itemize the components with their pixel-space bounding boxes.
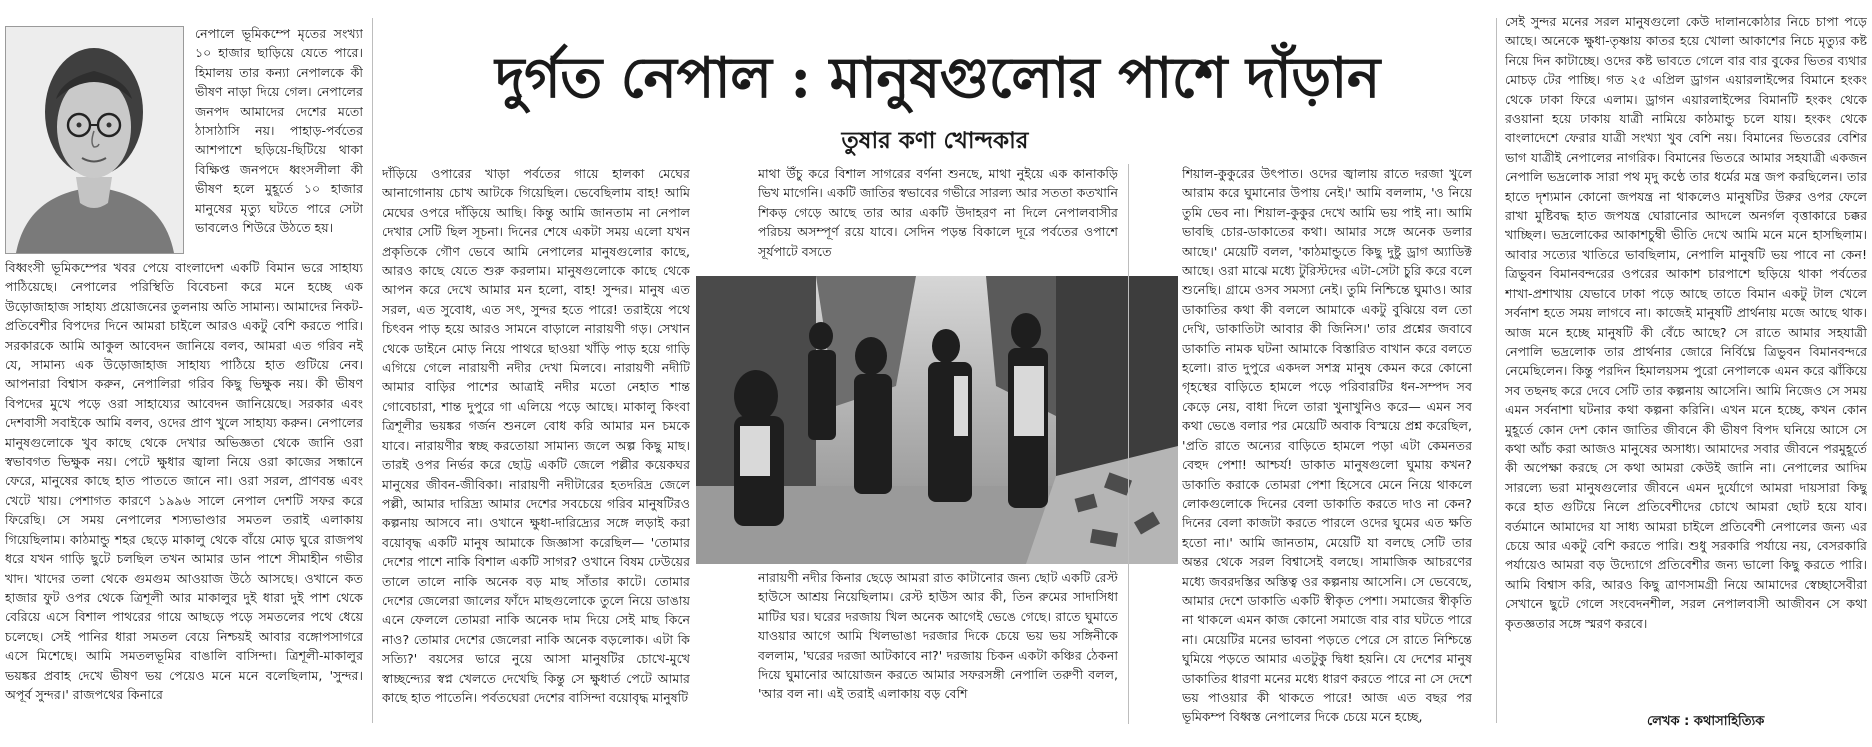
article-paragraph: দাঁড়িয়ে ওপারের খাড়া পর্বতের গায়ে হালকা মেঘের আনাগোনায় চোখ আটকে গিয়েছিল। ভেবেছিলাম বাহ! আমি মেঘের ওপরে দাঁড়িয়ে আছি। কিন্তু আমি জানতাম না নেপাল দেখার সেটি ছিল সূচনা। দিনের শেষে একটা সময় এলো যখন প্রকৃতিকে গৌণ ভেবে আমি নেপালের মানুষগুলোর কাছে, আরও কাছে যেতে শুরু করলাম। মানুষগুলোকে কাছে থেকে আপন করে দেখে আমার মন হলো, বাহ! সুন্দর। মানুষ এত সরল, এত সুবোধ, এত সৎ, সুন্দর হতে পারে! তরাইয়ে পথে চিৎবন পাড় হয়ে আরও সামনে বাড়ালে নারায়ণী গড়। সেখান থেকে ডাইনে মোড় নিয়ে পাথরে ছাওয়া খাঁড়ি পাড় হয়ে গাড়ি এগিয়ে গেলে নারায়ণী নদীর দেখা মিলবে। নারায়ণী নদীটি আমার বাড়ির পাশের আত্রাই নদীর মতো নেহাত শান্ত গোবেচারা, শান্ত দুপুরে গা এলিয়ে পড়ে আছে। মাকালু কিংবা ত্রিশূলীর ভয়ঙ্কর গর্জন শুনলে বোধ করি আমার মন চমকে যাবে। নারায়ণীর স্বচ্ছ করতোয়া সামান্য জলে অল্প কিছু মাছ। তারই ওপর নির্ভর করে ছোট্ট একটি জেলে পল্লীর কয়েকঘর মানুষের জীবন-জীবিকা। নারায়ণী নদীটারের হতদরিদ্র জেলে পল্লী, আমার দারিদ্র্য আমার দেশের সবচেয়ে গরিব মানুষটিরও কল্পনায় আসবে না। ওখানে ক্ষুধা-দারিদ্র্যের সঙ্গে লড়াই করা বয়োবৃদ্ধ একটি মানুষ আমাকে জিজ্ঞাসা করেছিল— 'তোমার দেশের পাশে নাকি বিশাল একটি সাগর? ওখানে বিষম ঢেউয়ের তালে তালে নাকি অনেক বড় মাছ সাঁতার কাটে। তোমার দেশের জেলেরা জালের ফাঁদে মাছগুলোকে তুলে নিয়ে ডাঙায় এনে ফেললে তোমরা নাকি অনেক দাম দিয়ে সেই মাছ কিনে নাও? তোমার দেশের জেলেরা নাকি অনেক বড়লোক। এটা কি সত্যি?' বয়সের ভারে নুয়ে আসা মানুষটির চোখে-মুখে স্বাচ্ছন্দ্যের স্বপ্ন খেলতে দেখেছি কিন্তু সে ক্ষুধার্ত পেটে আমার কাছে হাত পাতেনি। পর্বতঘেরা দেশের বাসিন্দা বয়োবৃদ্ধ মানুষটি — [382, 166, 690, 705]
article-paragraph: শিয়াল-কুকুরের উৎপাত। ওদের জ্বালায় রাতে দরজা খুলে আরাম করে ঘুমানোর উপায় নেই।' আমি বললাম, 'ও নিয়ে তুমি ভেব না। শিয়াল-কুকুর দেখে আমি ভয় পাই না। আমি ভাবছি চোর-ডাকাতের কথা। আমার সঙ্গে অনেক ডলার আছে।' মেয়েটি বলল, 'কাঠমান্ডুতে কিছু দুষ্টু ড্রাগ অ্যাডিক্ট আছে। ওরা মাঝে মধ্যে টুরিস্টদের এটা-সেটা চুরি করে বলে শুনেছি। গ্রামে ওসব সমস্যা নেই। তুমি নিশ্চিন্তে ঘুমাও। আর ডাকাতির কথা কী বললে আমাকে একটু বুঝিয়ে বল তো দেখি, ডাকাতিটা আবার কী জিনিস।' তার প্রশ্নের জবাবে ডাকাতি নামক ঘটনা আমাকে বিস্তারিত বাখান করে বলতে হলো। রাত দুপুরে একদল সশস্ত্র মানুষ কেমন করে কোনো গৃহস্থের বাড়িতে হামলে পড়ে পরিবারটির ধন-সম্পদ সব কেড়ে নেয়, বাধা দিলে তারা খুনাখুনিও করে— এমন সব কথা ভেঙে বলার পর মেয়েটি অবাক বিস্ময়ে প্রশ্ন করেছিল, 'প্রতি রাতে অন্যের বাড়িতে হামলে পড়া এটা কেমনতর বেহুদ পেশা! আশ্চর্য! ডাকাত মানুষগুলো ঘুমায় কখন? ডাকাতি করাকে তোমরা পেশা হিসেবে মেনে নিয়ে থাকলে লোকগুলোকে দিনের বেলা ডাকাতি করতে দাও না কেন? দিনের বেলা কাজটা করতে পারলে ওদের ঘুমের এত ক্ষতি হতো না।' আমি জানতাম, মেয়েটি যা বলছে সেটি তার অন্তর থেকে সরল বিশ্বাসেই বলছে। সামাজিক আচরণের মধ্যে জবরদস্তির অস্তিত্ব ওর কল্পনায় আসেনি। সে ভেবেছে, আমার দেশে ডাকাতি একটি স্বীকৃত পেশা। সমাজের স্বীকৃতি না থাকলে এমন কাজ কোনো সমাজে বার বার ঘটতে পারে না। মেয়েটির মনের ভাবনা পড়তে পেরে সে রাতে নিশ্চিন্তে ঘুমিয়ে পড়তে আমার এতটুকু দ্বিধা হয়নি। যে দেশের মানুষ ডাকাতির ধারণা মনের মধ্যে ধারণ করতে পারে না সে দেশে ভয় পাওয়ার কী থাকতে পারে! আজ এত বছর পর ভূমিকম্প বিধ্বস্ত নেপালের দিকে চেয়ে মনে হচ্ছে, — [1182, 166, 1472, 724]
author-portrait — [5, 26, 184, 254]
news-photo-image — [696, 276, 1178, 564]
article-column-1 — [5, 258, 363, 724]
article-column-4 — [1182, 164, 1472, 724]
news-photo — [696, 276, 1178, 564]
article-column-3-top — [758, 164, 1118, 268]
column-rule — [1128, 164, 1129, 724]
article-paragraph: সেই সুন্দর মনের সরল মানুষগুলো কেউ দালানকোঠার নিচে চাপা পড়ে আছে। অনেকে ক্ষুধা-তৃষ্ণায় কাতর হয়ে খোলা আকাশের নিচে মৃত্যুর কষ্ট নিয়ে দিন কাটাচ্ছে। ওদের কষ্ট ভাবতে গেলে বার বার বুকের ভিতর ব্যথার মোচড় টের পাচ্ছি। গত ২৫ এপ্রিল ড্রাগন এয়ারলাইন্সের বিমানে হংকং থেকে ঢাকা ফিরে এলাম। ড্রাগন এয়ারলাইন্সের বিমানটি হংকং থেকে রওয়ানা হয়ে ঢাকায় যাত্রী নামিয়ে কাঠমান্ডু চলে যায়। হংকং থেকে বাংলাদেশে ফেরার যাত্রী সংখ্যা খুব বেশি নয়। বিমানের ভিতরের বেশির ভাগ যাত্রীই নেপালের নাগরিক। বিমানের ভিতরে আমার সহযাত্রী একজন নেপালি ভদ্রলোক সারা পথ মৃদু কণ্ঠে তার ধর্মের মন্ত্র জপ করছিলেন। তার হাতে দৃশ্যমান কোনো জপযন্ত্র না থাকলেও মানুষটির উরুর ওপর ফেলে রাখা মুষ্টিবদ্ধ হাত জপযন্ত্র ঘোরানোর আদলে অনর্গল বৃত্তাকারে চক্কর খাচ্ছিল। ভদ্রলোকের আকাশচুম্বী ভীতি দেখে আমি মনে মনে হাসছিলাম। আবার সত্যের খাতিরে ভাবছিলাম, নেপালি মানুষটি ভয় পাবে না কেন! ত্রিভুবন বিমানবন্দরের ওপরের আকাশ চারপাশে ছড়িয়ে থাকা পর্বতের শাখা-প্রশাখায় যেভাবে ঢাকা পড়ে আছে তাতে বিমান একটু টাল খেলে সর্বনাশ হতে সময় লাগবে না। কাজেই মানুষটি প্রার্থনায় মজে আছে থাক। আজ মনে হচ্ছে মানুষটি কী বেঁচে আছে? সে রাতে আমার সহযাত্রী নেপালি ভদ্রলোক তার প্রার্থনার জোরে নির্বিঘ্নে ত্রিভুবন বিমানবন্দরে নেমেছিলেন। কিন্তু পরদিন হিমালয়সম পুরো নেপালকে এমন করে ঝাঁকিয়ে সব তছনছ করে দেবে সেটি তার কল্পনায় আসেনি। আমি নিজেও সে সময় এমন সর্বনাশা ঘটনার কথা কল্পনা করিনি। এখন মনে হচ্ছে, কখন কোন মুহূর্তে কোন দেশ কোন জাতির জীবনে কী ভীষণ বিপদ ঘনিয়ে আসে সে কথা আঁচ করা আজও মানুষের অসাধ্য। আমাদের সবার জীবনে পরমুহূর্তে কী অপেক্ষা করছে সে কথা আমরা কেউই জানি না। নেপালের আদিম সারল্যে ভরা মানুষগুলোর জীবনে এমন দুর্যোগে আমরা দায়সারা কিছু করে হাত গুটিয়ে নিলে প্রতিবেশীদের চোখে আমরা ছোট হয়ে যাব। বর্তমানে আমাদের যা সাধ্য আমরা চাইলে প্রতিবেশী নেপালের জন্য এর চেয়ে আর একটু বেশি করতে পারি। শুধু সরকারি পর্যায়ে নয়, বেসরকারি পর্যায়েও আমরা বড় উদ্যোগে প্রতিবেশীর জন্য ভালো কিছু করতে পারি। আমি বিশ্বাস করি, আরও কিছু ত্রাণসামগ্রী নিয়ে আমাদের স্বেচ্ছাসেবীরা সেখানে ছুটে গেলে সংবেদনশীল, সরল নেপালবাসী আজীবন সে কথা কৃতজ্ঞতার সঙ্গে স্মরণ করবে। — [1505, 14, 1867, 631]
article-paragraph: নেপালে ভূমিকম্পে মৃতের সংখ্যা ১০ হাজার ছাড়িয়ে যেতে পারে। হিমালয় তার কন্যা নেপালকে কী ভীষণ নাড়া দিয়ে গেল। নেপালের জনপদ আমাদের দেশের মতো ঠাসাঠাসি নয়। পাহাড়-পর্বতের আশপাশে ছড়িয়ে-ছিটিয়ে থাকা বিক্ষিপ্ত জনপদে ধ্বংসলীলা কী ভীষণ হলে মুহূর্তে ১০ হাজার মানুষের মৃত্যু ঘটতে পারে সেটা ভাবলেও শিউরে উঠতে হয়। — [195, 26, 363, 236]
article-column-2 — [382, 164, 690, 724]
headline: দুর্গত নেপাল : মানুষগুলোর পাশে দাঁড়ান — [495, 45, 1380, 111]
article-paragraph: নারায়ণী নদীর কিনার ছেড়ে আমরা রাত কাটানোর জন্য ছোট একটি রেস্ট হাউসে আশ্রয় নিয়েছিলাম। রেস্ট হাউস আর কী, তিন রুমের সাদাসিধা মাটির ঘর। ঘরের দরজায় খিল অনেক আগেই ভেঙে গেছে। রাতে ঘুমাতে যাওয়ার আগে আমি খিলভাঙা দরজার দিকে চেয়ে ভয় ভয় সঙ্গিনীকে বললাম, 'ঘরের দরজা আটকাবে না?' দরজায় চিকন একটা কঞ্চির ঠেকনা দিয়ে ঘুমানোর আয়োজন করতে আমার সফরসঙ্গী নেপালি তরুণী বলল, 'আর বল না। এই তরাই এলাকায় বড় বেশি — [758, 570, 1118, 702]
byline: তুষার কণা খোন্দকার — [841, 127, 1029, 154]
article-paragraph: মাথা উঁচু করে বিশাল সাগরের বর্ণনা শুনছে, মাথা নুইয়ে এক কানাকড়ি ভিখ মাগেনি। একটি জাতির স্বভাবের গভীরে সারল্য আর সততা কতখানি শিকড় গেড়ে আছে তার আর একটি উদাহরণ না দিলে নেপালবাসীর পরিচয় অসম্পূর্ণ রয়ে যাবে। সেদিন পড়ন্ত বিকালে দূরে পর্বতের ওপাশে সূর্যপাটে বসতে — [758, 166, 1118, 259]
article-column-1-top — [195, 24, 363, 252]
column-rule — [372, 18, 373, 723]
article-column-3-bottom — [758, 568, 1118, 724]
article-paragraph: বিধ্বংসী ভূমিকম্পের খবর পেয়ে বাংলাদেশ একটি বিমান ভরে সাহায্য পাঠিয়েছে। নেপালের পরিস্থিতি বিবেচনা করে মনে হচ্ছে এক উড়োজাহাজ সাহায্য প্রয়োজনের তুলনায় অতি সামান্য। আমাদের নিকট-প্রতিবেশীর বিপদের দিনে আমরা চাইলে আরও একটু বেশি করতে পারি। সরকারকে আমি আকুল আবেদন জানিয়ে বলব, আমরা এত গরিব নই যে, সামান্য এক উড়োজাহাজ সাহায্য পাঠিয়ে হাত গুটিয়ে নেব। আপনারা বিশ্বাস করুন, নেপালিরা গরিব কিছু ভিক্ষুক নয়। কী ভীষণ বিপদের মুখে পড়ে ওরা সাহায্যের আবেদন জানিয়েছে। সরকার এবং দেশবাসী সবাইকে আমি বলব, ওদের প্রাণ খুলে সাহায্য করুন। নেপালের মানুষগুলোকে খুব কাছে থেকে দেখার অভিজ্ঞতা থেকে জানি ওরা স্বভাবগত ভিক্ষুক নয়। পেটে ক্ষুধার জ্বালা নিয়ে ওরা কাজের সন্ধানে ফেরে, মানুষের কাছে হাত পাততে জানে না। ওরা সরল, প্রাণবন্ত এবং খেটে খায়। পেশাগত কারণে ১৯৯৬ সালে নেপাল দেশটি সফর করে ফিরেছি। সে সময় নেপালের শস্যভাণ্ডার সমতল তরাই এলাকায় গিয়েছিলাম। কাঠমান্ডু শহর ছেড়ে মাকালু থেকে বাঁয়ে মোড় ঘুরে রাজপথ ধরে যখন গাড়ি ছুটে চলছিল তখন আমার ডান পাশে সীমাহীন গভীর খাদ। খাদের তলা থেকে গুমগুম আওয়াজ উঠে আসছে। ওখানে কত হাজার ফুট ওপর থেকে ত্রিশূলী আর মাকালুর দুই ধারা দুই পাশ থেকে বেরিয়ে এসে বিশাল পাথরের গায়ে আছড়ে পড়ে সমতলের পথে ধেয়ে চলেছে। সেই পানির ধারা সমতল বেয়ে নিশ্চয়ই আবার বঙ্গোপসাগরে এসে মিশেছে। আমি সমতলভূমির বাঙালি বাসিন্দা। ত্রিশূলী-মাকালুর ভয়ঙ্কর প্রবাহ দেখে ভীষণ ভয় পেয়েও মনে মনে বলেছিলাম, 'সুন্দর। অপূর্ব সুন্দর।' রাজপথের কিনারে — [5, 260, 363, 702]
column-rule — [1496, 18, 1497, 723]
article-column-5 — [1505, 12, 1867, 702]
author-credit: লেখক : কথাসাহিত্যিক — [1647, 714, 1765, 729]
author-portrait-image — [6, 27, 183, 253]
